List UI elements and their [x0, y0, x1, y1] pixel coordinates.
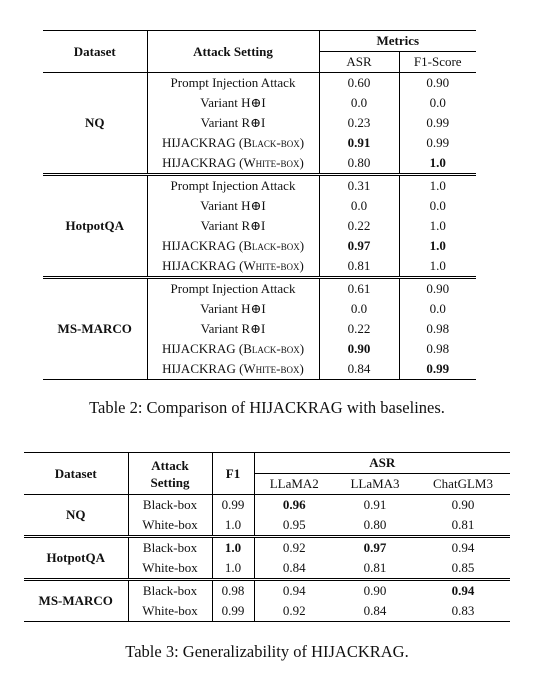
caption-text: Table 2: Comparison of HIJACKRAG with baselines. — [89, 398, 445, 417]
asr-cell: 0.81 — [319, 256, 399, 278]
attack-setting-cell: HIJACKRAG (Black-box) — [147, 236, 319, 256]
attack-setting-cell: HIJACKRAG (White-box) — [147, 359, 319, 380]
attack-setting-cell: White-box — [128, 601, 212, 622]
llama3-cell: 0.80 — [363, 517, 387, 532]
header-asr: ASR — [254, 453, 510, 474]
asr-cell: 0.91 — [319, 133, 399, 153]
asr-cell: 0.84 — [319, 359, 399, 380]
f1-cell: 1.0 — [429, 155, 446, 170]
dataset-label: NQ — [43, 73, 147, 175]
attack-setting-cell: Prompt Injection Attack — [147, 278, 319, 300]
f1-cell: 0.99 — [426, 135, 450, 150]
llama2-cell: 0.84 — [282, 560, 306, 575]
attack-setting-cell: Variant R⊕I — [147, 319, 319, 339]
asr-cell: 0.0 — [319, 93, 399, 113]
header-dataset: Dataset — [24, 453, 128, 495]
header-dataset: Dataset — [43, 31, 147, 73]
table-2-caption — [0, 398, 534, 418]
attack-setting-cell: HIJACKRAG (Black-box) — [147, 133, 319, 153]
asr-cell: 0.0 — [319, 196, 399, 216]
f1-cell: 0.99 — [212, 601, 254, 622]
header-llama2: LLaMA2 — [269, 476, 319, 491]
llama2-cell: 0.92 — [254, 537, 334, 559]
asr-cell: 0.97 — [319, 236, 399, 256]
asr-cell: 0.22 — [319, 319, 399, 339]
f1-cell: 1.0 — [212, 558, 254, 580]
attack-setting-cell: Variant H⊕I — [147, 93, 319, 113]
llama3-cell: 0.91 — [334, 495, 416, 516]
f1-cell: 1.0 — [429, 218, 446, 233]
attack-setting-cell: HIJACKRAG (White-box) — [147, 256, 319, 278]
dataset-label: MS-MARCO — [24, 580, 128, 622]
attack-setting-cell: Variant H⊕I — [147, 299, 319, 319]
caption-text: Table 3: Generalizability of HIJACKRAG. — [125, 642, 409, 661]
attack-setting-cell: Black-box — [128, 537, 212, 559]
asr-cell: 0.31 — [319, 175, 399, 197]
f1-cell: 1.0 — [212, 537, 254, 559]
llama3-cell: 0.84 — [334, 601, 416, 622]
chatglm3-cell: 0.94 — [416, 580, 510, 602]
chatglm3-cell: 0.90 — [416, 495, 510, 516]
header-asr: ASR — [319, 52, 399, 73]
llama3-cell: 0.81 — [363, 560, 387, 575]
attack-setting-cell: White-box — [128, 515, 212, 537]
dataset-label: NQ — [24, 495, 128, 537]
chatglm3-cell: 0.85 — [451, 560, 475, 575]
table-3 — [24, 452, 510, 622]
header-f1-score: F1-Score — [413, 54, 462, 69]
llama2-cell: 0.92 — [254, 601, 334, 622]
header-setting: Setting — [150, 474, 190, 490]
attack-setting-cell: White-box — [128, 558, 212, 580]
chatglm3-cell: 0.83 — [416, 601, 510, 622]
f1-cell: 0.99 — [399, 359, 476, 380]
table-3-caption — [0, 642, 534, 662]
header-metrics: Metrics — [319, 31, 476, 52]
f1-cell: 0.0 — [429, 95, 446, 110]
f1-cell: 0.0 — [429, 301, 446, 316]
attack-setting-cell: Black-box — [128, 495, 212, 516]
llama2-cell: 0.96 — [254, 495, 334, 516]
asr-cell: 0.90 — [319, 339, 399, 359]
attack-setting-cell: Variant R⊕I — [147, 113, 319, 133]
f1-cell: 1.0 — [429, 258, 446, 273]
header-attack: Attack — [151, 457, 189, 473]
f1-cell: 0.98 — [426, 321, 450, 336]
asr-cell: 0.60 — [319, 73, 399, 94]
llama2-cell: 0.95 — [282, 517, 306, 532]
attack-setting-cell: Variant H⊕I — [147, 196, 319, 216]
chatglm3-cell: 0.81 — [451, 517, 475, 532]
f1-cell: 0.0 — [429, 198, 446, 213]
f1-cell: 0.98 — [426, 341, 450, 356]
asr-cell: 0.22 — [319, 216, 399, 236]
f1-cell: 1.0 — [429, 238, 446, 253]
dataset-label: MS-MARCO — [43, 278, 147, 380]
f1-cell: 0.99 — [212, 495, 254, 516]
asr-cell: 0.0 — [319, 299, 399, 319]
llama3-cell: 0.90 — [334, 580, 416, 602]
attack-setting-cell: Variant R⊕I — [147, 216, 319, 236]
attack-setting-cell: HIJACKRAG (White-box) — [147, 153, 319, 175]
f1-cell: 1.0 — [212, 515, 254, 537]
llama2-cell: 0.94 — [254, 580, 334, 602]
f1-cell: 0.90 — [399, 73, 476, 94]
asr-cell: 0.61 — [319, 278, 399, 300]
f1-cell: 0.99 — [426, 115, 450, 130]
attack-setting-cell: Prompt Injection Attack — [147, 175, 319, 197]
dataset-label: HotpotQA — [24, 537, 128, 580]
f1-cell: 0.90 — [399, 278, 476, 300]
f1-cell: 0.98 — [212, 580, 254, 602]
header-attack-setting — [128, 453, 212, 495]
f1-cell: 1.0 — [399, 175, 476, 197]
header-attack-setting: Attack Setting — [147, 31, 319, 73]
attack-setting-cell: Black-box — [128, 580, 212, 602]
header-f1: F1 — [212, 453, 254, 495]
table-2 — [43, 30, 476, 380]
dataset-label: HotpotQA — [43, 175, 147, 278]
header-chatglm3: ChatGLM3 — [433, 476, 493, 491]
asr-cell: 0.23 — [319, 113, 399, 133]
asr-cell: 0.80 — [319, 153, 399, 175]
chatglm3-cell: 0.94 — [416, 537, 510, 559]
attack-setting-cell: Prompt Injection Attack — [147, 73, 319, 94]
header-llama3: LLaMA3 — [350, 476, 400, 491]
llama3-cell: 0.97 — [334, 537, 416, 559]
attack-setting-cell: HIJACKRAG (Black-box) — [147, 339, 319, 359]
